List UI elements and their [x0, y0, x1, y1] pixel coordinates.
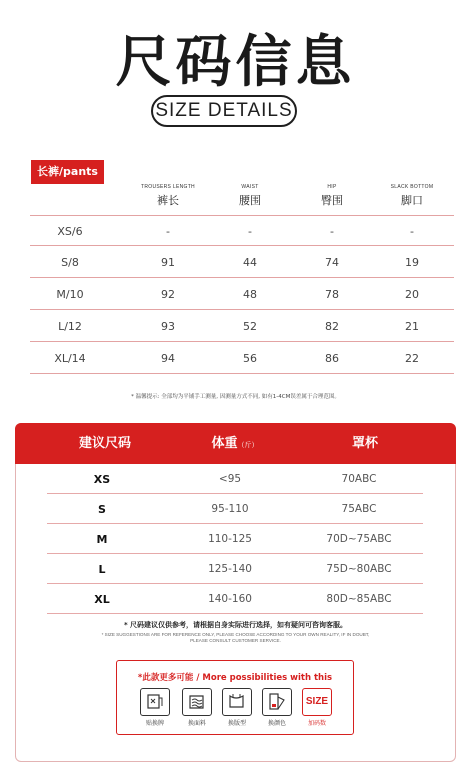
value-cell: 91 — [161, 256, 175, 269]
header-size: 建议尺码 — [78, 436, 131, 451]
size-suggestion-note-en: * SIZE SUGGESTIONS ARE FOR REFERENCE ONLY, PLEASE CHOOSE ACCORDING TO YOUR OWN REALITY, IF IN DOUBT, PLEASE CONSULT CUSTOMER SERVICE. — [101, 632, 370, 643]
cup-cell: 80D~85ABC — [326, 593, 392, 605]
col-en-label: TROUSERS LENGTH — [141, 184, 195, 190]
option-fabric — [182, 688, 212, 727]
size-cell: M — [96, 533, 108, 546]
garment-icon — [222, 688, 252, 716]
value-cell: 52 — [243, 320, 257, 333]
table-row — [47, 465, 423, 494]
value-cell: 74 — [325, 256, 339, 269]
size-cell: S — [98, 503, 106, 516]
weight-cell: 110-125 — [208, 533, 252, 545]
col-slack-bottom — [374, 184, 450, 214]
col-zh-label: 裤长 — [157, 194, 179, 207]
table-row — [30, 247, 454, 278]
option-label: 换版型 — [227, 720, 246, 727]
option-color — [262, 688, 292, 727]
weight-cell: <95 — [218, 473, 242, 485]
tag-swap-icon — [140, 688, 170, 716]
col-hip — [294, 184, 370, 214]
value-cell: - — [248, 225, 252, 238]
size-cell: XL/14 — [54, 352, 86, 365]
cup-cell: 75D~80ABC — [326, 563, 392, 575]
value-cell: - — [410, 225, 414, 238]
value-cell: 19 — [405, 256, 419, 269]
size-cell: XL — [94, 593, 110, 606]
size-cell: M/10 — [56, 288, 84, 301]
size-cell: XS/6 — [57, 225, 83, 238]
header-weight — [175, 423, 295, 464]
option-label: 加码数 — [307, 720, 326, 727]
table-row — [30, 311, 454, 342]
table-row — [47, 495, 423, 524]
value-cell: 48 — [243, 288, 257, 301]
table-row — [47, 585, 423, 614]
value-cell: 22 — [405, 352, 419, 365]
size-cell: L/12 — [58, 320, 82, 333]
value-cell: - — [166, 225, 170, 238]
cup-cell: 75ABC — [341, 503, 377, 515]
option-label: 换颜色 — [267, 720, 286, 727]
size-details-badge — [151, 95, 297, 127]
size-table-header — [15, 423, 456, 464]
header-weight-unit: （斤） — [237, 441, 259, 449]
weight-cell: 95-110 — [211, 503, 249, 515]
size-details-label: SIZE DETAILS — [155, 100, 293, 121]
table-row — [30, 279, 454, 310]
value-cell: 92 — [161, 288, 175, 301]
weight-cell: 125-140 — [208, 563, 252, 575]
table-row — [47, 525, 423, 554]
value-cell: 78 — [325, 288, 339, 301]
value-cell: 94 — [161, 352, 175, 365]
pants-tag: 长裤/pants — [31, 160, 104, 184]
option-label: 换面料 — [187, 720, 206, 727]
fabric-icon — [182, 688, 212, 716]
size-cell: S/8 — [61, 256, 79, 269]
value-cell: - — [330, 225, 334, 238]
col-zh-label: 臀围 — [321, 194, 343, 207]
color-swatch-icon — [262, 688, 292, 716]
value-cell: 86 — [325, 352, 339, 365]
table-row — [47, 555, 423, 584]
measurement-note: * 温馨提示: 全部均为平铺手工测量, 因测量方式不同, 如有1-4CM误差属于合理范围。 — [131, 394, 340, 400]
header-cup: 罩杯 — [351, 436, 378, 451]
size-cell: L — [98, 563, 106, 576]
value-cell: 82 — [325, 320, 339, 333]
value-cell: 20 — [405, 288, 419, 301]
option-tag-swap — [140, 688, 170, 727]
col-en-label: HIP — [327, 184, 337, 190]
col-en-label: WAIST — [241, 184, 259, 190]
option-garment — [222, 688, 252, 727]
value-cell: 56 — [243, 352, 257, 365]
col-trousers-length — [130, 184, 206, 214]
more-possibilities-title: *此款更多可能 / More possibilities with this — [137, 673, 333, 683]
weight-cell: 140-160 — [208, 593, 252, 605]
value-cell: 21 — [405, 320, 419, 333]
col-zh-label: 脚口 — [401, 194, 423, 207]
value-cell: 93 — [161, 320, 175, 333]
col-en-label: SLACK BOTTOM — [390, 184, 434, 190]
size-suggestion-note: * 尺码建议仅供参考，请根据自身实际进行选择，如有疑问可咨询客服。 — [123, 621, 348, 629]
col-zh-label: 腰围 — [239, 194, 261, 207]
header-weight-label: 体重 — [211, 436, 238, 451]
page-title: 尺码信息 — [115, 30, 356, 95]
col-waist — [212, 184, 288, 214]
option-label: 贴换牌 — [145, 720, 164, 727]
cup-cell: 70D~75ABC — [326, 533, 392, 545]
option-size — [302, 688, 332, 727]
value-cell: 44 — [243, 256, 257, 269]
size-cell: XS — [93, 473, 111, 486]
table-row — [30, 215, 454, 246]
size-icon: SIZE — [302, 688, 332, 716]
cup-cell: 70ABC — [341, 473, 377, 485]
table-row — [30, 343, 454, 374]
